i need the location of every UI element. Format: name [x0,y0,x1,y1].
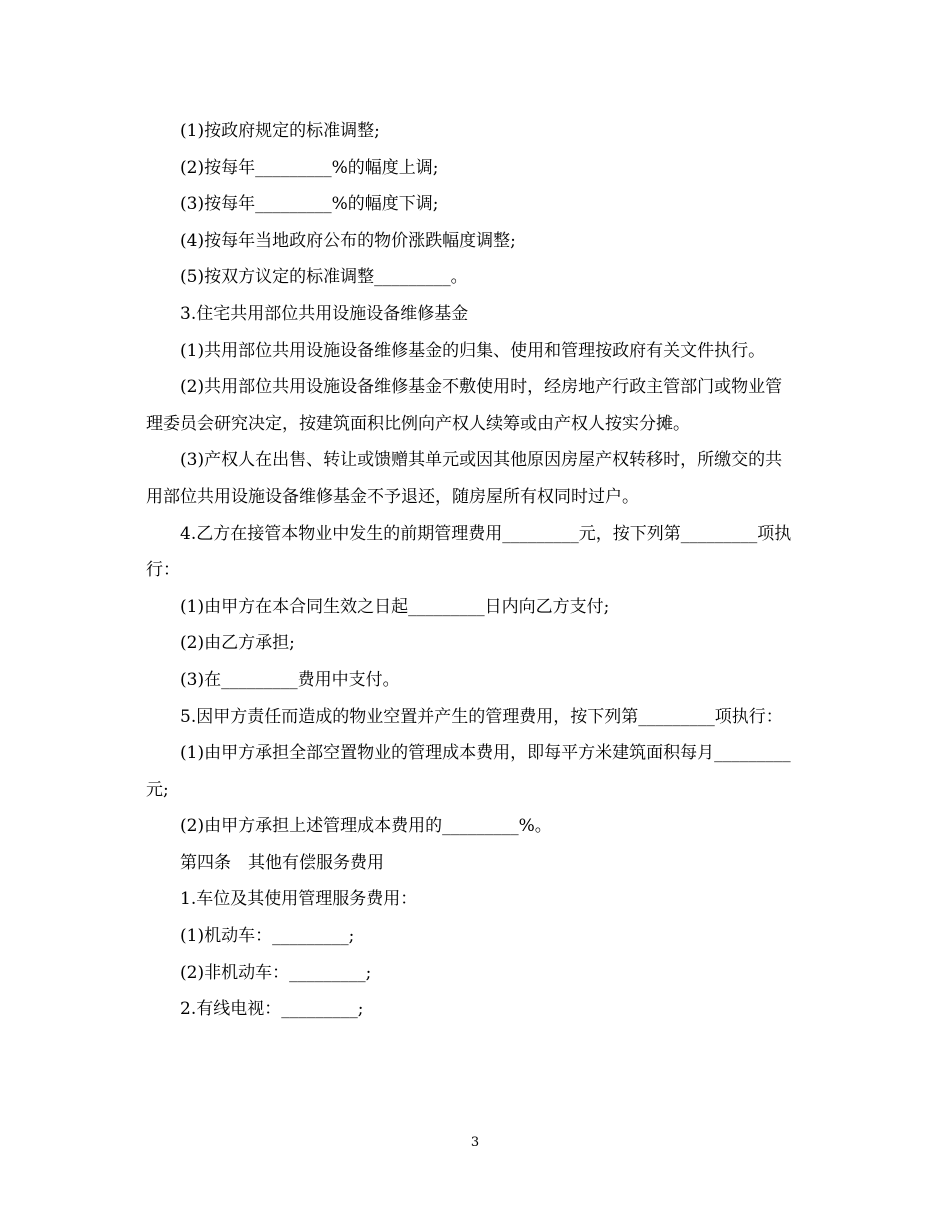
paragraph: (2)由乙方承担; [180,633,295,654]
paragraph: (1)由甲方在本合同生效之日起_________日内向乙方支付; [180,596,610,617]
paragraph: 2.有线电视：_________; [180,999,364,1020]
paragraph: (5)按双方议定的标准调整_________。 [180,267,468,288]
document-body [146,113,796,1028]
paragraph: (3)按每年_________%的幅度下调; [180,194,439,215]
paragraph: 4.乙方在接管本物业中发生的前期管理费用_________元，按下列第_________项执行： [146,523,792,581]
paragraph: (2)由甲方承担上述管理成本费用的_________%。 [180,816,552,837]
paragraph: (1)机动车：_________; [180,926,355,947]
paragraph: (3)在_________费用中支付。 [180,669,400,690]
paragraph: (3)产权人在出售、转让或馈赠其单元或因其他原因房屋产权转移时，所缴交的共用部位共用设施设备维修基金不予退还，随房屋所有权同时过户。 [146,450,783,507]
paragraph: 1.车位及其使用管理服务费用： [180,889,418,910]
article-heading: 第四条 其他有偿服务费用 [180,852,384,873]
paragraph: (2)非机动车：_________; [180,962,372,983]
paragraph: (4)按每年当地政府公布的物价涨跌幅度调整; [180,230,516,251]
paragraph: (1)由甲方承担全部空置物业的管理成本费用，即每平方米建筑面积每月_________元; [146,743,791,800]
paragraph: (1)按政府规定的标准调整; [180,121,380,141]
section-heading: 3.住宅共用部位共用设施设备维修基金 [180,303,469,324]
paragraph: 5.因甲方责任而造成的物业空置并产生的管理费用，按下列第_________项执行： [180,706,783,727]
paragraph: (1)共用部位共用设施设备维修基金的归集、使用和管理按政府有关文件执行。 [180,340,766,361]
paragraph: (2)共用部位共用设施设备维修基金不敷使用时，经房地产行政主管部门或物业管理委员会研究决定，按建筑面积比例向产权人续筹或由产权人按实分摊。 [146,377,783,434]
page-number: 3 [470,1135,480,1150]
paragraph: (2)按每年_________%的幅度上调; [180,157,439,178]
